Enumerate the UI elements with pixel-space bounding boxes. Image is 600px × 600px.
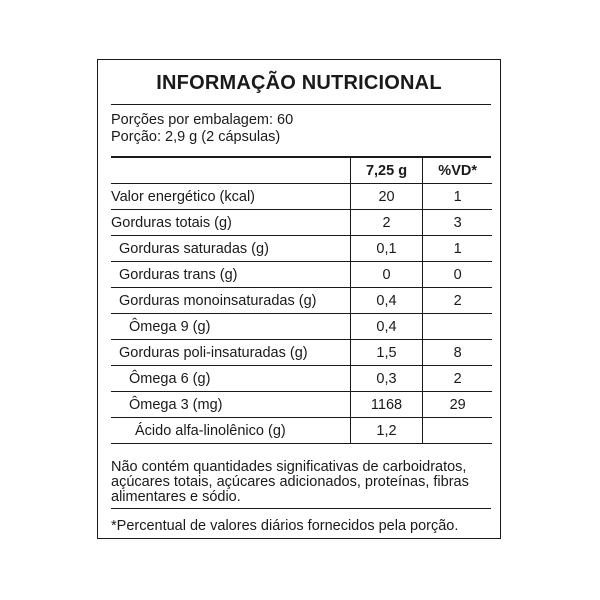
nutrient-dv	[423, 418, 492, 444]
nutrient-label: Ômega 3 (mg)	[111, 392, 350, 418]
table-row	[111, 210, 492, 236]
divider	[111, 104, 491, 105]
panel-title: INFORMAÇÃO NUTRICIONAL	[156, 72, 442, 94]
nutrient-label: Gorduras monoinsaturadas (g)	[111, 288, 350, 314]
nutrient-label: Gorduras saturadas (g)	[111, 236, 350, 262]
nutrient-dv: 1	[423, 184, 492, 210]
portions-per-package: Porções por embalagem: 60	[111, 112, 294, 128]
table-header-row	[111, 158, 492, 184]
nutrient-label: Valor energético (kcal)	[111, 188, 255, 205]
nutrient-label: Gorduras totais (g)	[111, 214, 232, 231]
table-row	[111, 340, 492, 366]
nutrient-amount: 0,1	[350, 236, 423, 262]
nutrient-dv	[423, 314, 492, 340]
table-row	[111, 262, 492, 288]
divider	[111, 508, 491, 509]
portion-size: Porção: 2,9 g (2 cápsulas)	[111, 129, 281, 145]
nutrient-label: Gorduras trans (g)	[111, 262, 350, 288]
nutrient-dv: 1	[423, 236, 492, 262]
nutrient-amount: 0,4	[350, 288, 423, 314]
table-row	[111, 366, 492, 392]
table-row	[111, 184, 492, 210]
nutrient-amount: 1,5	[350, 340, 423, 366]
table-row	[111, 392, 492, 418]
header-nutrient	[111, 158, 350, 184]
nutrient-dv: 0	[423, 262, 492, 288]
nutrient-amount: 0,3	[350, 366, 423, 392]
nutrient-dv: 8	[423, 340, 492, 366]
nutrient-amount: 20	[350, 184, 423, 210]
nutrient-amount: 2	[350, 210, 423, 236]
header-amount: 7,25 g	[350, 158, 423, 184]
nutrient-dv: 29	[423, 392, 492, 418]
nutrient-amount: 1168	[350, 392, 423, 418]
nutrient-amount: 1,2	[350, 418, 423, 444]
nutrient-dv: 2	[423, 288, 492, 314]
nutrient-dv: 3	[423, 210, 492, 236]
nutrient-amount: 0	[350, 262, 423, 288]
nutrient-label: Gorduras poli-insaturadas (g)	[111, 340, 350, 366]
table-row	[111, 288, 492, 314]
nutrition-facts-panel	[97, 59, 501, 539]
nutrient-label: Ômega 9 (g)	[111, 314, 350, 340]
nutrient-label: Ômega 6 (g)	[111, 366, 350, 392]
footnote: *Percentual de valores diários fornecidos pela porção.	[111, 518, 459, 534]
nutrient-amount: 0,4	[350, 314, 423, 340]
nutrient-dv: 2	[423, 366, 492, 392]
table-row	[111, 236, 492, 262]
nutrition-table	[111, 158, 492, 444]
table-row	[111, 314, 492, 340]
nutrient-label: Ácido alfa-linolênico (g)	[111, 418, 350, 444]
serving-info	[111, 112, 293, 146]
header-dv: %VD*	[423, 158, 492, 184]
table-row	[111, 418, 492, 444]
disclaimer-note: Não contém quantidades significativas de carboidratos, açúcares totais, açúcares adicionados, proteínas, fibras alimentares e sódio.	[111, 459, 469, 505]
